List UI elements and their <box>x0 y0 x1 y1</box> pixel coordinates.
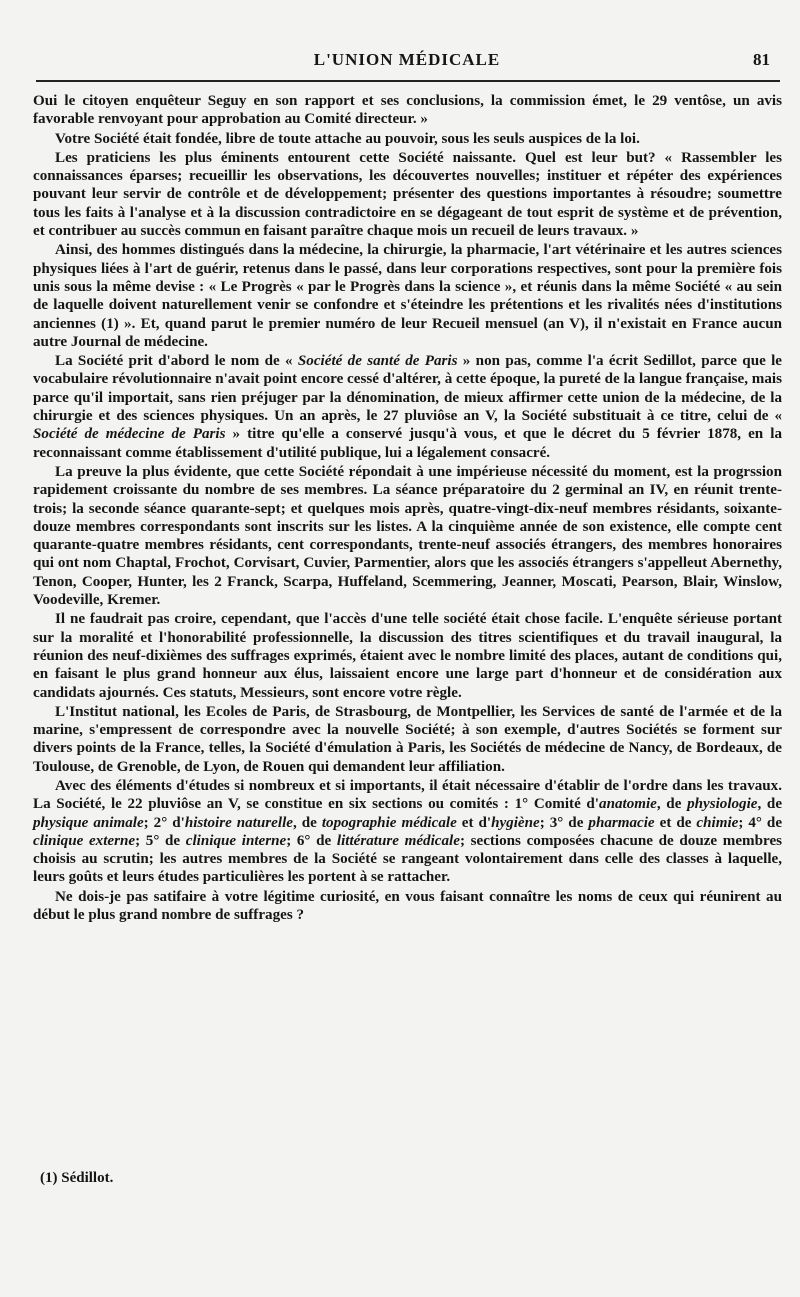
text-run: L'Institut national, les Ecoles de Paris, de Strasbourg, de Montpellier, les Services de santé de l'armée et de la marine, s'empressent de correspondre avec la nouvelle Société; à son exemple, d'autres Sociétés se forment sur divers points de la France, telles, la Société d'émulation à Paris, les Sociétés de médecine de Nancy, de Bordeaux, de Toulouse, de Grenoble, de Lyon, de Rouen qui demandent leur affiliation. <box>33 703 782 775</box>
italic-text: physiologie <box>687 796 758 813</box>
text-run: ; 2° d' <box>143 814 185 831</box>
text-run: et d' <box>456 814 492 831</box>
text-run: Les praticiens les plus éminents entourent cette Société naissante. Quel est leur but? « Rassembler les connaissances éparses; recueillir les observations, les découvertes nouvelles; instituer et répéter des expériences pouvant leur servir de contrôle et de développement; présenter des questions importantes à résoudre; soumettre tous les faits à l'analyse et à la discussion contradictoire en se dégageant de tout esprit de système et de prévention, et contribuer au succès commun en faisant paraître chaque mois un recueil de leurs travaux. » <box>33 149 782 240</box>
header-rule <box>36 80 780 82</box>
text-run: ; 5° de <box>135 832 186 849</box>
italic-text: littérature médicale <box>336 832 460 849</box>
paragraph <box>33 130 782 148</box>
italic-text: clinique interne <box>185 832 287 849</box>
text-run: , de <box>292 814 322 831</box>
italic-text: anatomie <box>599 796 657 813</box>
italic-text: topographie médicale <box>321 814 457 831</box>
text-run: ; sections composées chacune de douze membres choisis au scrutin; les autres membres de la Société se rangeant volontairement dans celle des classes à laquelle, leurs goûts et leurs études particulières les portent à se rattacher. <box>33 832 783 886</box>
text-run: Votre Société était fondée, libre de toute attache au pouvoir, sous les seuls auspices de la loi. <box>55 130 640 147</box>
paragraph <box>33 610 782 701</box>
italic-text: histoire naturelle <box>184 814 293 831</box>
italic-text: Société de médecine de Paris <box>33 426 226 443</box>
paragraph <box>33 149 782 240</box>
paragraph <box>33 352 782 462</box>
text-run: » non pas, comme l'a écrit Sedillot, parce que le vocabulaire révolutionnaire n'avait point encore cessé d'altérer, à cette époque, la pureté de la langue française, mais parce qu'il importait, sans rien préjuger par la dénomination, de mieux affirmer cette union de la médecine, de la chirurgie et des sciences physiques. Un an après, le 27 pluviôse an V, la Société substituait à ce titre, celui de « <box>33 353 782 425</box>
paragraph <box>33 463 782 609</box>
text-run: , de <box>656 796 688 813</box>
footnote: (1) Sédillot. <box>40 1170 114 1186</box>
italic-text: pharmacie <box>588 814 655 831</box>
page-header <box>36 50 778 78</box>
text-run: et de <box>654 814 697 831</box>
text-run: ; 4° de <box>738 814 783 831</box>
text-run: , de <box>757 796 783 813</box>
italic-text: clinique externe <box>33 832 136 849</box>
text-run: » titre qu'elle a conservé jusqu'à vous, et que le décret du 5 février 1878, en la reconnaissant comme établissement d'utilité publique, lui a légalement consacré. <box>33 426 782 461</box>
text-run: Ainsi, des hommes distingués dans la médecine, la chirurgie, la pharmacie, l'art vétérinaire et les autres sciences physiques liées à l'art de guérir, retenus dans le passé, dans leur corporations respectives, sont pour la première fois unis sous la même devise : « Le Progrès « par le Progrès dans la science », et réunis dans la même Société « au sein de laquelle doivent naturellement venir se confondre et s'éteindre les prétentions et les rivalités nées d'institutions anciennes (1) ». Et, quand parut le premier numéro de leur Recueil mensuel (an V), il n'existait en France aucun autre Journal de médecine. <box>33 242 782 350</box>
text-run: Il ne faudrait pas croire, cependant, que l'accès d'une telle société était chose facile. L'enquête sérieuse portant sur la moralité et l'honorabilité professionnelle, la discussion des titres scientifiques et du travail inaugural, la réunion des neuf-dixièmes des suffrages exprimés, étaient avec le nombre limité des places, autant de conditions qui, en faisant le plus grand honneur aux élus, laissaient encore une large part d'honneur et de considération aux candidats ajournés. Ces statuts, Messieurs, sont encore votre règle. <box>33 611 782 701</box>
text-run: La preuve la plus évidente, que cette Société répondait à une impérieuse nécessité du moment, est la progrssion rapidement croissante du nombre de ses membres. La séance préparatoire du 2 germinal an IV, en réunit trente-trois; la seconde séance quarante-sept; et quelques mois après, quatre-vingt-dix-neuf membres résidants, soixante-douze membres correspondants sont inscrits sur les listes. A la cinquième année de son existence, elle compte cent quarante-quatre membres résidants, cent correspondants, trente-neuf associés étrangers, des membres honoraires qui ont nom Chaptal, Frochot, Corvisart, Cuvier, Parmentier, alors que les associés étrangers s'appelleut Abernethy, Tenon, Cooper, Hunter, les 2 Franck, Scarpa, Huffeland, Scemmering, Jeanner, Moscati, Pearson, Blair, Winslow, Voodeville, Kremer. <box>33 463 782 609</box>
italic-text: physique animale <box>33 814 144 831</box>
text-run: Avec des éléments d'études si nombreux et si importants, il était nécessaire d'établir de l'ordre dans les travaux. La Société, le 22 pluviôse an V, se constitue en six sections ou comités : 1° Comité d' <box>33 777 782 813</box>
text-run: ; 3° de <box>539 814 589 831</box>
paragraph <box>33 703 782 776</box>
text-run: Oui le citoyen enquêteur Seguy en son rapport et ses conclusions, la commission émet, le 29 ventôse, un avis favorable renvoyant pour approbation au Comité directeur. » <box>33 93 782 128</box>
page-number: 81 <box>753 50 770 69</box>
paragraph <box>33 777 782 887</box>
text-run: ; 6° de <box>286 832 337 849</box>
paragraph <box>33 888 782 925</box>
paragraph <box>33 92 782 129</box>
text-run: Ne dois-je pas satifaire à votre légitime curiosité, en vous faisant connaître les noms de ceux qui réunirent au début le plus grand nombre de suffrages ? <box>33 888 782 924</box>
article-body <box>33 92 782 925</box>
paragraph <box>33 241 782 351</box>
text-run: La Société prit d'abord le nom de « <box>55 353 298 370</box>
italic-text: chimie <box>696 814 739 831</box>
italic-text: hygiène <box>491 814 540 831</box>
running-title: L'UNION MÉDICALE <box>313 50 501 69</box>
italic-text: Société de santé de Paris <box>297 353 458 370</box>
